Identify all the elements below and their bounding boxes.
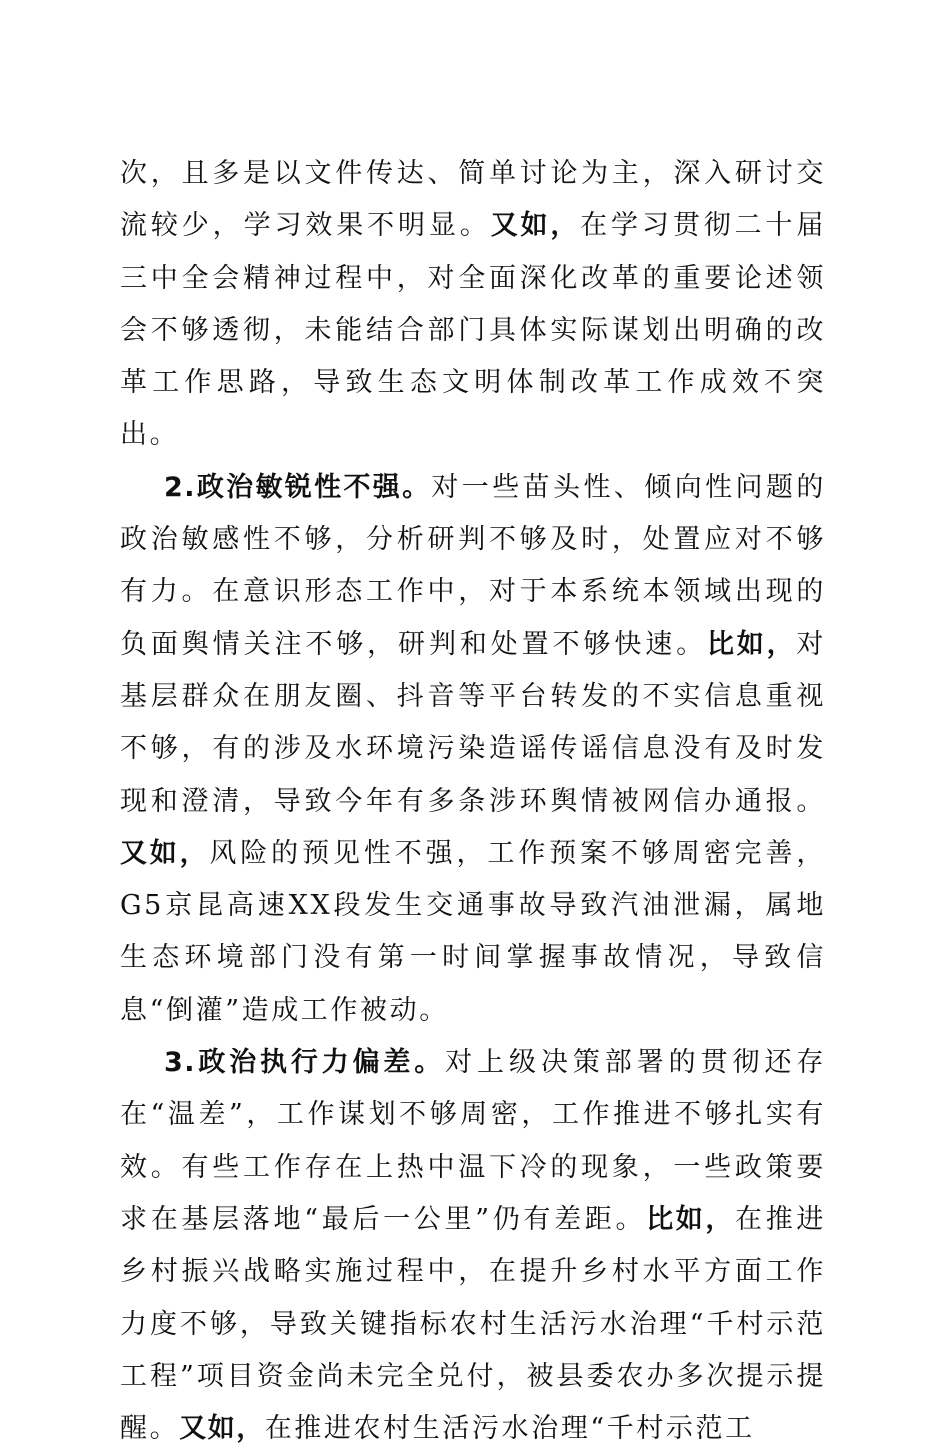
section-heading: 2.政治敏锐性不强。: [164, 471, 432, 503]
paragraph-text: 在推进农村生活污水治理“千村示范工: [264, 1413, 755, 1445]
paragraph-text: 风险的预见性不强，工作预案不够周密完善，G5京昆高速XX段发生交通事故导致汽油泄漏，属地生态环境部门没有第一时间掌握事故情况，导致信息“倒灌”造成工作被动。: [120, 837, 827, 1026]
paragraph-text: 在学习贯彻二十届三中全会精神过程中，对全面深化改革的重要论述领会不够透彻，未能结合部门具体实际谋划出明确的改革工作思路，导致生态文明体制改革工作成效不突出。: [120, 210, 827, 451]
emphasis-phrase: 又如，: [179, 1413, 265, 1445]
paragraph-text: 对一些苗头性、倾向性问题的政治敏感性不够，分析研判不够及时，处置应对不够有力。在意识形态工作中，对于本系统本领域出现的负面舆情关注不够，研判和处置不够快速。: [120, 471, 826, 660]
emphasis-phrase: 比如，: [707, 628, 797, 660]
paragraph-text: 次，且多是以文件传达、简单讨论为主，深入研讨交流较少，学习效果不明显。: [120, 158, 826, 242]
section-heading: 3.政治执行力偏差。: [164, 1047, 446, 1079]
paragraph-text: 对基层群众在朋友圈、抖音等平台转发的不实信息重视不够，有的涉及水环境污染造谣传谣信息没有及时发现和澄清，导致今年有多条涉环舆情被网信办通报。: [120, 628, 826, 817]
paragraph-text: 对上级决策部署的贯彻还存在“温差”，工作谋划不够周密，工作推进不够扎实有效。有些工作存在上热中温下冷的现象，一些政策要求在基层落地“最后一公里”仍有差距。: [120, 1047, 827, 1235]
document-body: [120, 148, 826, 1455]
emphasis-phrase: 又如，: [490, 210, 581, 242]
paragraph-3: [120, 1037, 826, 1455]
paragraph-2: [120, 462, 826, 1037]
paragraph-text: 在推进乡村振兴战略实施过程中，在提升乡村水平方面工作力度不够，导致关键指标农村生活污水治理“千村示范工程”项目资金尚未完全兑付，被县委农办多次提示提醒。: [120, 1203, 827, 1445]
emphasis-phrase: 又如，: [120, 837, 210, 869]
emphasis-phrase: 比如，: [646, 1203, 736, 1235]
paragraph-1: [120, 148, 826, 462]
